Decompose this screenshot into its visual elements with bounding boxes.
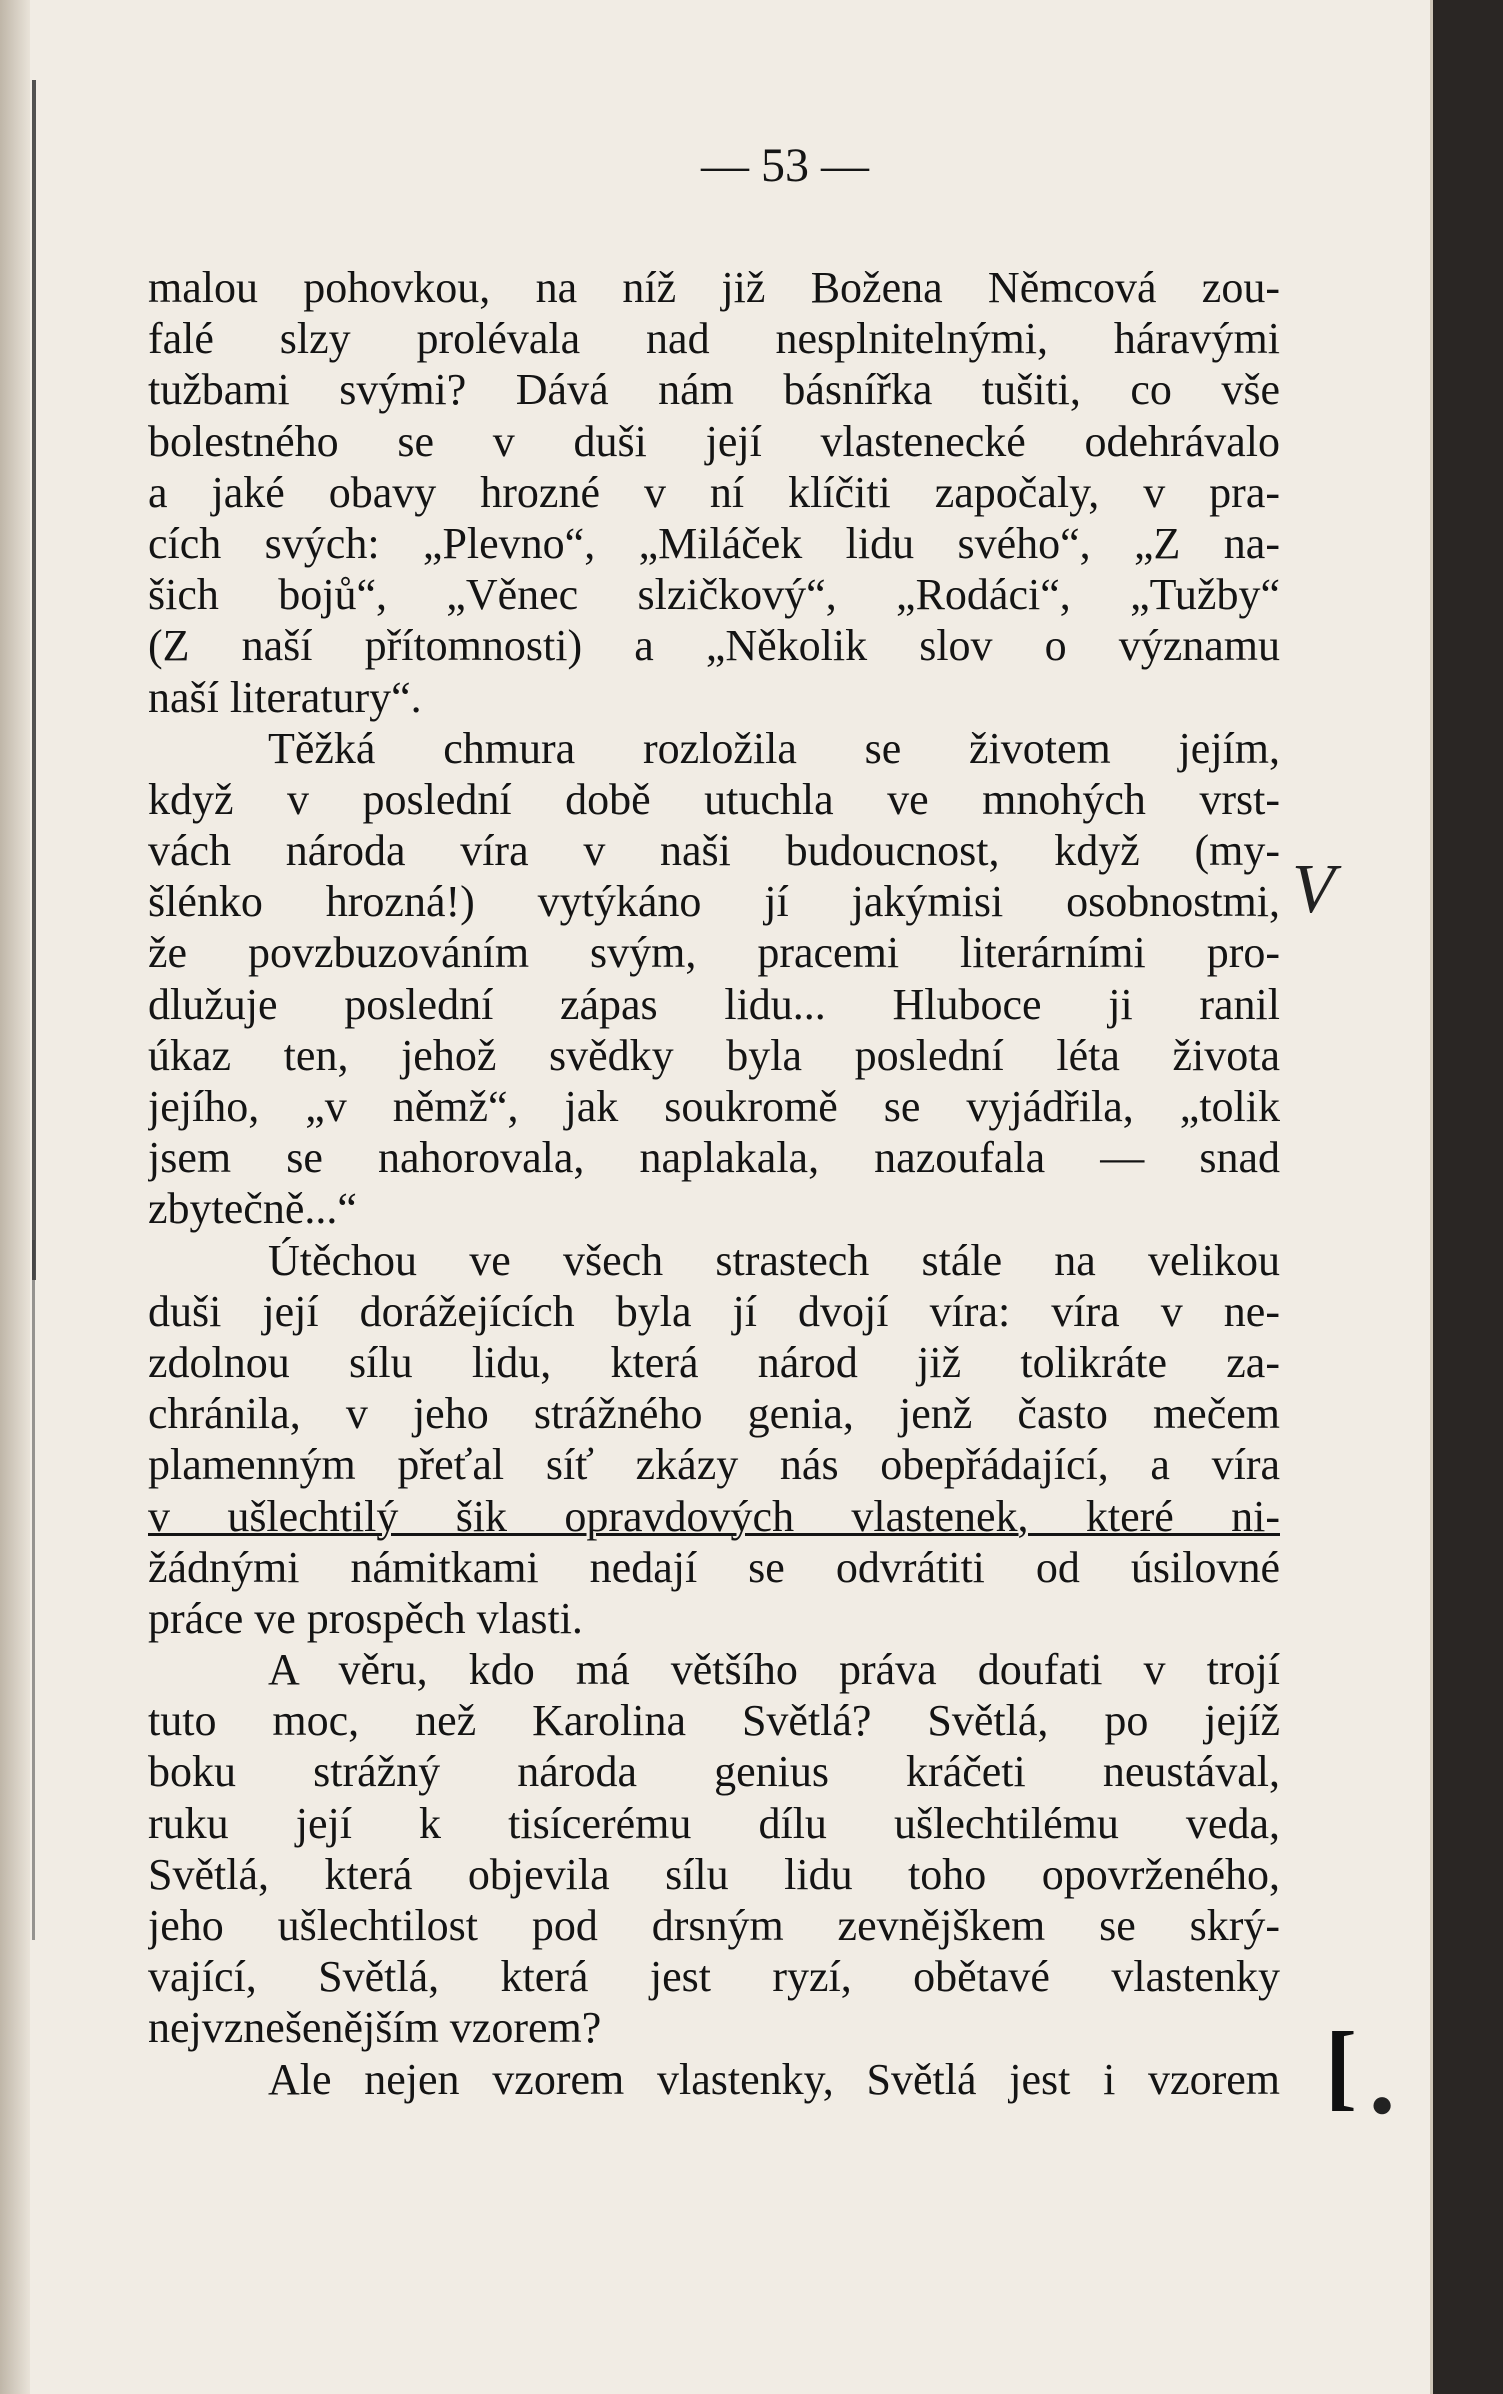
text-line: chránila, v jeho strážného genia, jenž často mečem bbox=[148, 1389, 1280, 1439]
text-line: falé slzy prolévala nad nesplnitelnými, háravými bbox=[148, 314, 1280, 364]
text-line: naší literatury“. bbox=[148, 672, 422, 722]
text-line: cích svých: „Plevno“, „Miláček lidu svého“, „Z na- bbox=[148, 518, 1280, 568]
text-line-underlined: zdolnou sílu lidu, která národ již tolikráte za- bbox=[148, 1337, 1280, 1387]
page-edge-blot-icon: ● bbox=[1370, 2081, 1395, 2126]
page-number: — 53 — bbox=[701, 139, 869, 192]
text-line: vající, Světlá, která jest ryzí, obětavé vlastenky bbox=[148, 1952, 1280, 2002]
page-body-text bbox=[148, 262, 1280, 2105]
handwritten-bracket-mark: [ bbox=[1325, 2012, 1357, 2119]
text-line: žádnými námitkami nedají se odvrátiti od úsilovné bbox=[148, 1542, 1280, 1592]
text-line: vách národa víra v naši budoucnost, když (my- bbox=[148, 826, 1280, 876]
text-line: a jaké obavy hrozné v ní klíčiti započaly, v pra- bbox=[148, 467, 1280, 517]
text-line: Útěchou ve všech strastech stále na velikou bbox=[268, 1235, 1280, 1285]
handwritten-v-mark: V bbox=[1292, 851, 1335, 928]
text-line: malou pohovkou, na níž již Božena Němcová zou- bbox=[148, 263, 1280, 312]
text-line: tužbami svými? Dává nám básnířka tušiti, co vše bbox=[148, 365, 1280, 415]
margin-pencil-line-lower bbox=[32, 1240, 35, 1940]
text-line: boku strážný národa genius kráčeti neustával, bbox=[148, 1747, 1280, 1797]
text-line: tuto moc, než Karolina Světlá? Světlá, po jejíž bbox=[148, 1696, 1280, 1746]
text-line: šlénko hrozná!) vytýkáno jí jakýmisi osobnostmi, bbox=[148, 877, 1280, 927]
text-line: zbytečně...“ bbox=[148, 1184, 357, 1234]
text-line-underlined: duši její dorážejících byla jí dvojí víra: víra v ne- bbox=[148, 1286, 1280, 1336]
text-line: ruku její k tisícerému dílu ušlechtilému veda, bbox=[148, 1798, 1280, 1848]
text-line: Těžká chmura rozložila se životem jejím, bbox=[268, 723, 1280, 773]
text-line-underlined: v ušlechtilý šik opravdových vlastenek, které ni- bbox=[148, 1491, 1280, 1541]
text-line: plamenným přeťal síť zkázy nás obepřádající, a víra bbox=[148, 1440, 1280, 1490]
text-line: jejího, „v němž“, jak soukromě se vyjádřila, „tolik bbox=[148, 1082, 1280, 1131]
text-line: jsem se nahorovala, naplakala, nazoufala — snad bbox=[148, 1133, 1280, 1183]
text-line: jeho ušlechtilost pod drsným zevnějškem se skrý- bbox=[148, 1901, 1280, 1950]
text-line: úkaz ten, jehož svědky byla poslední léta života bbox=[148, 1030, 1280, 1080]
text-line: práce ve prospěch vlasti. bbox=[148, 1593, 583, 1643]
text-line: dlužuje poslední zápas lidu... Hluboce ji ranil bbox=[148, 979, 1280, 1029]
text-line: (Z naší přítomnosti) a „Několik slov o významu bbox=[148, 621, 1280, 671]
text-line: Ale nejen vzorem vlastenky, Světlá jest i vzorem bbox=[268, 2054, 1280, 2104]
text-line: že povzbuzováním svým, pracemi literárními pro- bbox=[148, 928, 1280, 978]
text-line: nejvznešenějším vzorem? bbox=[148, 2003, 602, 2053]
text-line: když v poslední době utuchla ve mnohých vrst- bbox=[148, 774, 1280, 824]
page-binding-shadow bbox=[0, 0, 30, 2394]
margin-pencil-line bbox=[32, 80, 36, 1280]
text-line: Světlá, která objevila sílu lidu toho opovrženého, bbox=[148, 1849, 1280, 1899]
text-line: A věru, kdo má většího práva doufati v trojí bbox=[268, 1645, 1280, 1695]
text-line: bolestného se v duši její vlastenecké odehrávalo bbox=[148, 416, 1280, 466]
text-line: šich bojů“, „Věnec slzičkový“, „Rodáci“, „Tužby“ bbox=[148, 570, 1280, 620]
